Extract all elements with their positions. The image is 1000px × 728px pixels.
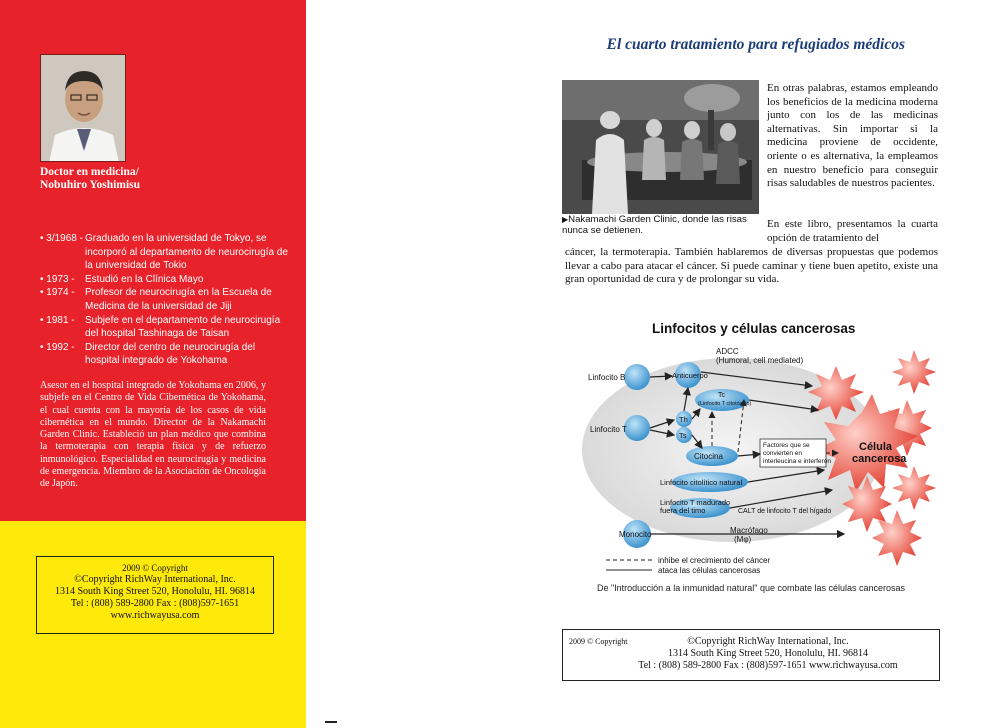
career-text: Estudió en la Clínica Mayo (85, 273, 204, 285)
copyright-year: 2009 © Copyright (569, 637, 628, 646)
doctor-portrait (40, 54, 126, 162)
diagram-title: Linfocitos y células cancerosas (652, 321, 856, 336)
macrofago-label: Macrófago (730, 526, 768, 535)
doctor-title-line: Doctor en medicina/ (40, 166, 139, 178)
legend-solid-text: ataca las células cancerosas (658, 566, 761, 575)
copyright-company: ©Copyright RichWay International, Inc. (687, 636, 849, 647)
linfocito-t-cell (624, 415, 650, 441)
citocina-label: Citocina (694, 452, 723, 461)
second-paragraph-rest: cáncer, la termoterapia. También hablaremos de diversas propuestas que podemos llevar a cabo para atacar el cáncer. Si puede caminar y tiene buen apetito, existe una gran oportunidad de cura y de prolongar su vida. (565, 246, 938, 286)
career-item (40, 273, 290, 287)
career-text: Director del centro de neurocirugía del hospital integrado de Yokohama (85, 341, 256, 367)
copyright-box-left (36, 556, 274, 634)
side-paragraph: En otras palabras, estamos empleando los beneficios de la medicina moderna junto con los de las medicinas alternativas. Sin importar si la medicina proviene de occidente, oriente o es alternativa, la empleamos en nuestro beneficio para conseguir risas saludables de nuestros pacientes. (767, 82, 938, 190)
timo-label-1: Linfocito T madurado (660, 498, 731, 507)
clinic-photo (562, 80, 759, 214)
cancer-cell-label-1: Célula (859, 441, 893, 453)
factores-line: convierten en (763, 450, 803, 457)
copyright-lines (603, 636, 933, 672)
cancer-cell-small (892, 466, 936, 510)
factores-line: interleucina e interferón (763, 458, 831, 465)
diagram-credit: De "Introducción a la inmunidad natural" que combate las células cancerosas (596, 583, 906, 593)
copyright-company: ©Copyright RichWay International, Inc. (74, 574, 236, 585)
copyright-web: www.richwayusa.com (110, 610, 200, 621)
adcc-label: ADCC (716, 347, 739, 356)
cancer-cell-small (892, 350, 936, 394)
linfocito-b-label: Linfocito B (588, 373, 626, 382)
copyright-year: 2009 © Copyright (122, 563, 188, 573)
copyright-box-right (562, 629, 940, 681)
career-year: • 1992 - (40, 341, 75, 353)
monocito-label: Monocito (619, 530, 652, 539)
career-list (40, 232, 290, 368)
lymphocyte-diagram (562, 340, 942, 580)
linfocito-t-label: Linfocito T (590, 425, 627, 434)
career-item (40, 286, 290, 313)
factores-line: Factores que se (763, 442, 810, 449)
career-item (40, 314, 290, 341)
page-dash-mark (325, 721, 337, 723)
ts-label: Ts (679, 431, 687, 440)
tc-label: Tc (718, 392, 725, 399)
th-label: Th (679, 415, 688, 424)
photo-caption (562, 214, 762, 236)
anticuerpo-label: Anticuerpo (672, 371, 708, 380)
career-year: • 1981 - (40, 314, 75, 326)
copyright-address: 1314 South King Street 520, Honolulu, HI. 96814 (55, 586, 255, 597)
career-year: • 1973 - (40, 273, 75, 285)
doctor-bio: Asesor en el hospital integrado de Yokohama en 2006, y subjefe en el Centro de Vida Cibernética de Yokohama, el cual cuenta con la mayoría de los casos de vida cibernética en el mundo. Director de la Nakamachi Garden Clinic. Estableció un plan médico que combina la termoterapia con terapia física y de refuerzo inmunológico. Especialidad en neurocirugía y medicina de emergencia. Miembro de la Asociación de Oncología de Japón. (40, 380, 266, 490)
legend-dashed-text: inhibe el crecimiento del cáncer (658, 556, 771, 565)
career-year: • 3/1968 - (40, 233, 83, 244)
career-text: Profesor de neurocirugía en la Escuela de Medicina de la universidad de Jiji (85, 287, 272, 312)
career-text: Subjefe en el departamento de neurocirugía del hospital Tashinaga de Taisan (85, 314, 281, 340)
timo-label-2: fuera del timo (660, 506, 706, 515)
second-paragraph-start: En este libro, presentamos la cuarta opción de tratamiento del (767, 218, 938, 244)
linfocito-b-cell (624, 364, 650, 390)
copyright-phone: Tel : (808) 589-2800 Fax : (808)597-1651 (70, 598, 240, 609)
copyright-address: 1314 South King Street 520, Honolulu, HI. 96814 (668, 648, 868, 659)
caption-text: Nakamachi Garden Clinic, donde las risas nunca se detienen. (562, 214, 747, 236)
page-title: El cuarto tratamiento para refugiados médicos (606, 36, 905, 53)
tc-sub-label: (Linfocito T citotóxico) (698, 401, 752, 407)
cancer-cell-label-2: cancerosa (852, 453, 907, 465)
career-year: • 1974 - (40, 287, 75, 299)
career-text: Graduado en la universidad de Tokyo, se incorporó al departamento de neurocirugía de la universidad de Tokio (85, 233, 288, 272)
macrofago-sub-label: (Mφ) (734, 535, 752, 544)
caption-marker: ▶ (562, 215, 569, 224)
doctor-name-line: Nobuhiro Yoshimisu (40, 179, 141, 191)
adcc-sub-label: (Humoral, cell mediated) (716, 356, 804, 365)
nk-label: Linfocito citolítico natural (660, 478, 743, 487)
calt-label: CALT de linfocito T del hígado (738, 508, 832, 515)
copyright-contact: Tel : (808) 589-2800 Fax : (808)597-1651 www.richwayusa.com (638, 660, 898, 671)
doctor-name-block (40, 166, 280, 192)
career-item (40, 232, 290, 273)
career-item (40, 341, 290, 368)
